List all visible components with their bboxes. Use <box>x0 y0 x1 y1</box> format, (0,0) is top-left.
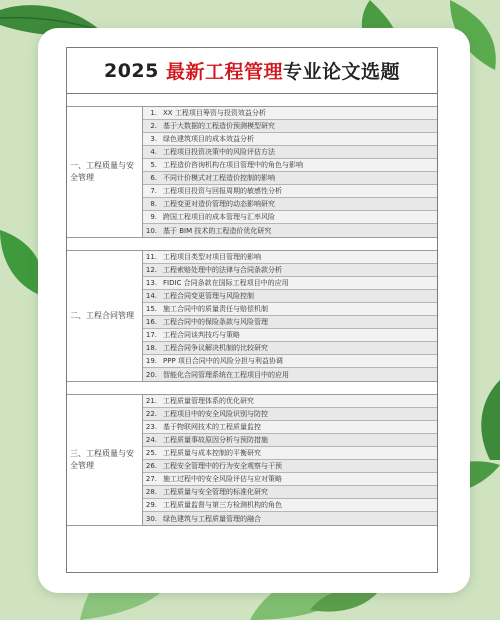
topic-title: 工程变更对造价管理的动态影响研究 <box>163 200 275 208</box>
section-category: 二、工程合同管理 <box>67 251 143 381</box>
topic-table <box>66 47 438 573</box>
topic-row <box>143 198 437 211</box>
topic-number: 16. <box>145 318 157 326</box>
topic-title: 智能化合同管理系统在工程项目中的应用 <box>163 370 289 379</box>
table-spacer <box>67 238 437 251</box>
topic-row <box>143 277 437 290</box>
section-category: 三、工程质量与安全管理 <box>67 395 143 525</box>
topic-row <box>143 460 437 473</box>
topic-row <box>143 120 437 133</box>
topic-number: 3. <box>150 135 157 143</box>
topic-number: 17. <box>145 331 157 339</box>
title-rest: 专业论文选题 <box>283 61 401 83</box>
topic-number: 5. <box>150 161 157 169</box>
topic-row <box>143 512 437 525</box>
topic-number: 26. <box>145 462 157 470</box>
topic-number: 10. <box>145 226 157 235</box>
topic-row <box>143 159 437 172</box>
topic-number: 20. <box>145 370 157 379</box>
topic-title: 工程项目中的安全风险识别与防控 <box>163 410 268 418</box>
topic-number: 18. <box>145 344 157 352</box>
section-quality-safety-3 <box>67 395 437 526</box>
topic-title: 工程索赔处理中的法律与合同条款分析 <box>163 266 282 274</box>
section-quality-safety-1 <box>67 107 437 238</box>
topic-number: 1. <box>150 109 157 117</box>
topic-title: 工程项目投资与回报周期的敏感性分析 <box>163 187 282 195</box>
topic-number: 19. <box>145 357 157 365</box>
topic-number: 8. <box>150 200 157 208</box>
topic-title: 施工合同中的质量责任与赔偿机制 <box>163 305 268 313</box>
topic-title: 绿色建筑项目的成本效益分析 <box>163 135 254 143</box>
topic-row <box>143 395 437 408</box>
topic-row <box>143 473 437 486</box>
topic-row <box>143 329 437 342</box>
topic-row <box>143 146 437 159</box>
topic-row <box>143 133 437 146</box>
topic-row <box>143 368 437 381</box>
topic-title: 基于大数据的工程造价预测模型研究 <box>163 122 275 130</box>
section-contract-management <box>67 251 437 382</box>
topic-row <box>143 185 437 198</box>
topic-row <box>143 342 437 355</box>
topic-number: 13. <box>145 279 157 287</box>
topic-title: 基于 BIM 技术的工程造价优化研究 <box>163 226 272 235</box>
topic-number: 15. <box>145 305 157 313</box>
topic-number: 4. <box>150 148 157 156</box>
topic-row <box>143 303 437 316</box>
table-spacer <box>67 382 437 395</box>
topic-row <box>143 290 437 303</box>
topic-list <box>143 395 437 525</box>
topic-title: 工程安全管理中的行为安全观察与干预 <box>163 462 282 470</box>
topic-number: 9. <box>150 213 157 221</box>
topic-row <box>143 447 437 460</box>
topic-number: 29. <box>145 501 157 509</box>
topic-number: 23. <box>145 423 157 431</box>
topic-number: 6. <box>150 174 157 182</box>
topic-title: FIDIC 合同条款在国际工程项目中的应用 <box>163 279 289 287</box>
topic-number: 28. <box>145 488 157 496</box>
topic-row <box>143 211 437 224</box>
topic-number: 2. <box>150 122 157 130</box>
page-title <box>67 48 437 94</box>
topic-title: 工程质量与成本控制的平衡研究 <box>163 449 261 457</box>
topic-row <box>143 355 437 368</box>
topic-title: 工程合同争议解决机制的比较研究 <box>163 344 268 352</box>
topic-number: 11. <box>145 253 157 261</box>
topic-row <box>143 408 437 421</box>
topic-title: 跨国工程项目的成本管理与汇率风险 <box>163 213 275 221</box>
topic-title: 工程质量事故原因分析与预防措施 <box>163 436 268 444</box>
topic-title: 工程质量监督与第三方检测机构的角色 <box>163 501 282 509</box>
topic-title: 不同计价模式对工程造价控制的影响 <box>163 174 275 182</box>
topic-title: 基于物联网技术的工程质量监控 <box>163 423 261 431</box>
title-highlight: 最新工程管理 <box>165 61 283 83</box>
topic-title: 工程质量与安全管理的标准化研究 <box>163 488 268 496</box>
topic-number: 21. <box>145 397 157 405</box>
topic-list <box>143 251 437 381</box>
topic-row <box>143 224 437 237</box>
topic-title: 工程造价咨询机构在项目管理中的角色与影响 <box>163 161 303 169</box>
topic-row <box>143 172 437 185</box>
topic-number: 7. <box>150 187 157 195</box>
topic-title: 工程合同中的保险条款与风险管理 <box>163 318 268 326</box>
topic-number: 25. <box>145 449 157 457</box>
topic-list <box>143 107 437 237</box>
title-year: 2025 <box>103 59 159 82</box>
table-spacer <box>67 94 437 107</box>
topic-title: PPP 项目合同中的风险分担与利益协调 <box>163 357 283 365</box>
topic-row <box>143 499 437 512</box>
topic-title: 工程合同变更管理与风险控制 <box>163 292 254 300</box>
topic-row <box>143 107 437 120</box>
topic-row <box>143 486 437 499</box>
topic-title: XX 工程项目筹资与投资效益分析 <box>163 109 266 117</box>
topic-title: 绿色建筑与工程质量管理的融合 <box>163 514 261 523</box>
topic-number: 30. <box>145 514 157 523</box>
topic-title: 施工过程中的安全风险评估与应对策略 <box>163 475 282 483</box>
topic-title: 工程合同谈判技巧与策略 <box>163 331 240 339</box>
topic-title: 工程项目投资决策中的风险评估方法 <box>163 148 275 156</box>
topic-title: 工程项目类型对项目管理的影响 <box>163 253 261 261</box>
topic-title: 工程质量管理体系的优化研究 <box>163 397 254 405</box>
topic-number: 27. <box>145 475 157 483</box>
topic-row <box>143 434 437 447</box>
topic-number: 14. <box>145 292 157 300</box>
topic-row <box>143 251 437 264</box>
topic-row <box>143 316 437 329</box>
topic-number: 22. <box>145 410 157 418</box>
section-category: 一、工程质量与安全管理 <box>67 107 143 237</box>
topic-row <box>143 421 437 434</box>
topic-number: 12. <box>145 266 157 274</box>
topic-row <box>143 264 437 277</box>
topic-number: 24. <box>145 436 157 444</box>
